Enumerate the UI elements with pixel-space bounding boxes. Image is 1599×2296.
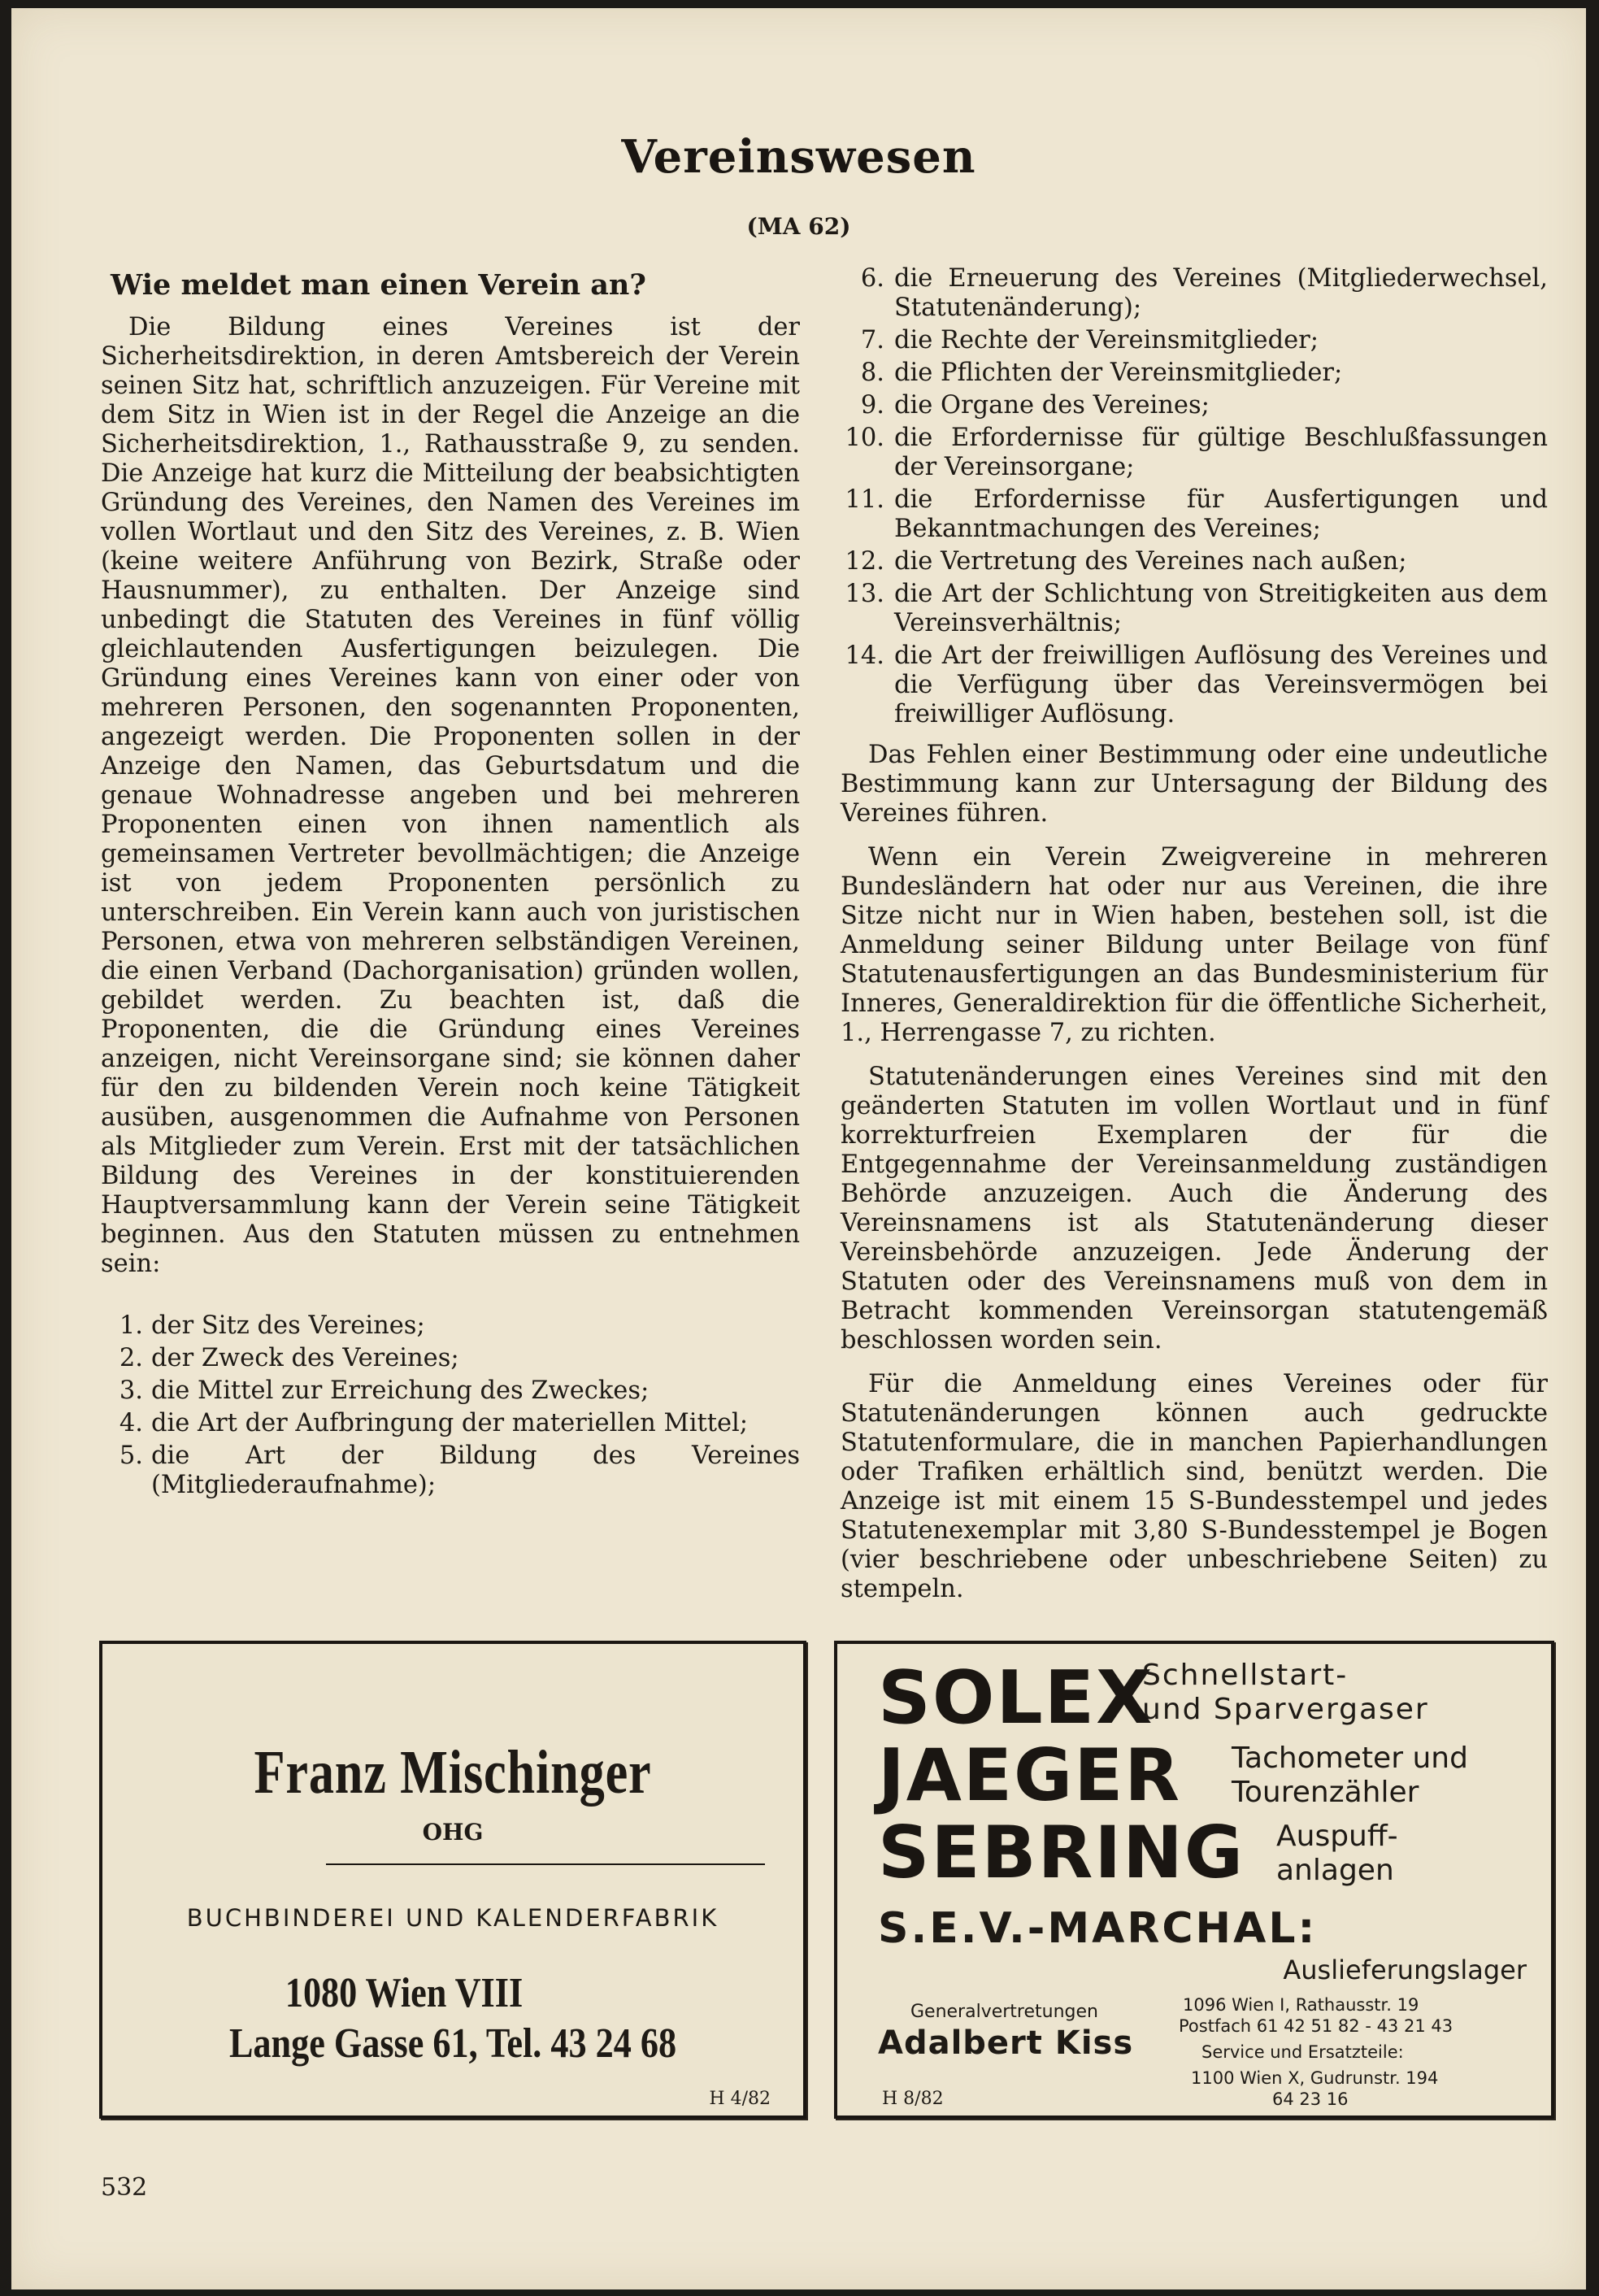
list-item-number: 12. [845,547,884,576]
paragraph-branch-associations: Wenn ein Verein Zweigvereine in mehreren Bundesländern hat oder nur aus Vereinen, die ihre Sitze nicht nur in Wien haben, bestehen soll, ist die Anmeldung seiner Bildung unter Beilage von fünf Statutenausfertigungen an das Bundesministerium für Inneres, Generaldirektion für die öffentliche Sicherheit, 1., Herrengasse 7, zu richten. [841,843,1548,1047]
brand-solex: SOLEX [878,1655,1154,1741]
brand-sebring: SEBRING [878,1811,1245,1894]
magazine-page [11,8,1586,2289]
paragraph-registration-forms: Für die Anmeldung eines Vereines oder für Statutenänderungen können auch gedruckte Statutenformulare, die in manchen Papierhandlungen oder Trafiken erhältlich sind, benützt werden. Die Anzeige ist mit einem 15 S-Bundesstempel und jedes Statutenexemplar mit 3,80 S-Bundesstempel je Bogen (vier beschriebene oder unbeschriebene Seiten) zu stempeln. [841,1370,1548,1603]
service-label: Service und Ersatzteile: [1201,2042,1404,2062]
service-phone: 64 23 16 [1272,2089,1349,2109]
list-item [841,264,1548,323]
postbox-phone: Postfach 61 42 51 82 - 43 21 43 [1179,2016,1453,2036]
brand-description [1232,1742,1468,1810]
list-item-text: die Vertretung des Vereines nach außen; [894,547,1407,576]
list-item [841,580,1548,638]
list-item-number: 9. [860,391,884,420]
right-column [841,264,1548,1619]
page-number: 532 [101,2173,148,2202]
ad-code: H 4/82 [709,2089,771,2109]
list-item [841,547,1548,576]
list-item [841,326,1548,355]
description-line: Schnellstart- [1142,1659,1349,1692]
brand-description [1276,1820,1398,1888]
list-item-number: 3. [119,1376,143,1405]
address-line-2: Lange Gasse 61, Tel. 43 24 68 [228,2020,677,2067]
list-item-number: 6. [860,264,884,293]
list-item-text: die Organe des Vereines; [894,391,1210,420]
list-item-text: die Rechte der Vereinsmitglieder; [894,326,1319,354]
warehouse-label: Auslieferungslager [1283,1955,1527,1985]
intro-paragraph: Die Bildung eines Vereines ist der Sicherheitsdirektion, in deren Amtsbereich der Verein seinen Sitz hat, schriftlich anzuzeigen. Für Vereine mit dem Sitz in Wien ist in der Regel die Anzeige an die Sicherheitsdirektion, 1., Rathausstraße 9, zu senden. Die Anzeige hat kurz die Mitteilung der beabsichtigten Gründung des Vereines, den Namen des Vereines im vollen Wortlaut und den Sitz des Vereines, z. B. Wien (keine weitere Anführung von Bezirk, Straße oder Hausnummer), zu enthalten. Der Anzeige sind unbedingt die Statuten des Vereines in fünf völlig gleichlautenden Ausfertigungen beizulegen. Die Gründung eines Vereines kann von einer oder von mehreren Personen, den sogenannten Proponenten, angezeigt werden. Die Proponenten sollen in der Anzeige den Namen, das Geburtsdatum und die genaue Wohnadresse angeben und bei mehreren Proponenten einen von ihnen namentlich als gemeinsamen Vertreter bevollmächtigen; die Anzeige ist von jedem Proponenten persönlich zu unterschreiben. Ein Verein kann auch von juristischen Personen, etwa von mehreren selbständigen Vereinen, die einen Verband (Dachorganisation) gründen wollen, gebildet werden. Zu beachten ist, daß die Proponenten, die die Gründung eines Vereines anzeigen, nicht Vereinsorgane sind; sie können daher für den zu bildenden Verein noch keine Tätigkeit ausüben, ausgenommen die Aufnahme von Personen als Mitglieder zum Verein. Erst mit der tatsächlichen Bildung des Vereines in der konstituierenden Hauptversammlung kann der Verein seine Tätigkeit beginnen. Aus den Statuten müssen zu entnehmen sein: [101,313,800,1278]
company-form: OHG [422,1819,484,1846]
divider [326,1863,765,1865]
brand-description [1142,1659,1429,1727]
list-item-text: der Zweck des Vereines; [151,1344,459,1372]
list-item-number: 14. [845,641,884,670]
brand-sev-marchal: S.E.V.-MARCHAL: [878,1904,1318,1953]
list-item-number: 1. [119,1311,143,1340]
description-line: und Sparvergaser [1142,1693,1429,1726]
list-item-number: 13. [845,580,884,608]
list-item-number: 8. [860,359,884,387]
list-item [841,391,1548,420]
page-title: Vereinswesen [621,130,976,184]
list-item [101,1311,800,1341]
company-name: Franz Mischinger [254,1738,652,1807]
statute-requirements-list-left [101,1311,800,1500]
list-item-text: die Art der Schlichtung von Streitigkeiten aus dem Vereinsverhältnis; [894,580,1548,637]
list-item-text: die Erfordernisse für Ausfertigungen und Bekanntmachungen des Vereines; [894,485,1548,543]
address-line-1: 1080 Wien VIII [285,1970,524,2016]
list-item-text: die Erfordernisse für gültige Beschlußfassungen der Vereinsorgane; [894,424,1548,481]
description-line: Tourenzähler [1232,1776,1419,1809]
business-type: BUCHBINDEREI UND KALENDERFABRIK [186,1904,719,1932]
section-heading: Wie meldet man einen Verein an? [111,268,646,302]
list-item [841,424,1548,482]
list-item-text: die Pflichten der Vereinsmitglieder; [894,359,1343,387]
service-address: 1100 Wien X, Gudrunstr. 194 [1191,2068,1439,2088]
list-item-number: 7. [860,326,884,354]
solex-advertisement [834,1641,1554,2119]
statute-requirements-list-right [841,264,1548,729]
left-column [101,264,800,1503]
address: 1096 Wien I, Rathausstr. 19 [1183,1995,1419,2015]
list-item [841,641,1548,729]
list-item-text: die Art der Bildung des Vereines (Mitgliederaufnahme); [151,1442,800,1499]
mischinger-advertisement [99,1641,806,2119]
list-item-number: 10. [845,424,884,452]
page-subtitle: (MA 62) [746,213,851,240]
list-item [101,1376,800,1406]
list-item-number: 5. [119,1442,143,1470]
brand-jaeger: JAEGER [878,1733,1182,1817]
description-line: Tachometer und [1232,1742,1468,1775]
list-item-number: 11. [845,485,884,514]
list-item-text: die Art der Aufbringung der materiellen Mittel; [151,1409,749,1437]
list-item [841,485,1548,544]
list-item [101,1442,800,1500]
list-item [101,1344,800,1373]
list-item-number: 2. [119,1344,143,1372]
list-item-text: der Sitz des Vereines; [151,1311,425,1340]
list-item-number: 4. [119,1409,143,1437]
ad-code: H 8/82 [882,2089,944,2109]
description-line: anlagen [1276,1854,1394,1887]
description-line: Auspuff- [1276,1820,1398,1853]
list-item-text: die Erneuerung des Vereines (Mitgliederwechsel, Statutenänderung); [894,264,1548,322]
list-item-text: die Art der freiwilligen Auflösung des Vereines und die Verfügung über das Vereinsvermögen bei freiwilliger Auflösung. [894,641,1548,728]
list-item [101,1409,800,1438]
list-item [841,359,1548,388]
paragraph-missing-provision: Das Fehlen einer Bestimmung oder eine undeutliche Bestimmung kann zur Untersagung der Bildung des Vereines führen. [841,741,1548,828]
agencies-label: Generalvertretungen [910,2002,1098,2022]
paragraph-statute-changes: Statutenänderungen eines Vereines sind mit den geänderten Statuten im vollen Wortlaut und in fünf korrekturfreien Exemplaren der für die Entgegennahme der Vereinsanmeldung zuständigen Behörde anzuzeigen. Auch die Änderung des Vereinsnamens ist als Statutenänderung dieser Vereinsbehörde anzuzeigen. Jede Änderung der Statuten oder des Vereinsnamens muß von dem in Betracht kommenden Vereinsorgan statutengemäß beschlossen worden sein. [841,1063,1548,1355]
list-item-text: die Mittel zur Erreichung des Zweckes; [151,1376,650,1405]
company-name: Adalbert Kiss [878,2024,1134,2062]
